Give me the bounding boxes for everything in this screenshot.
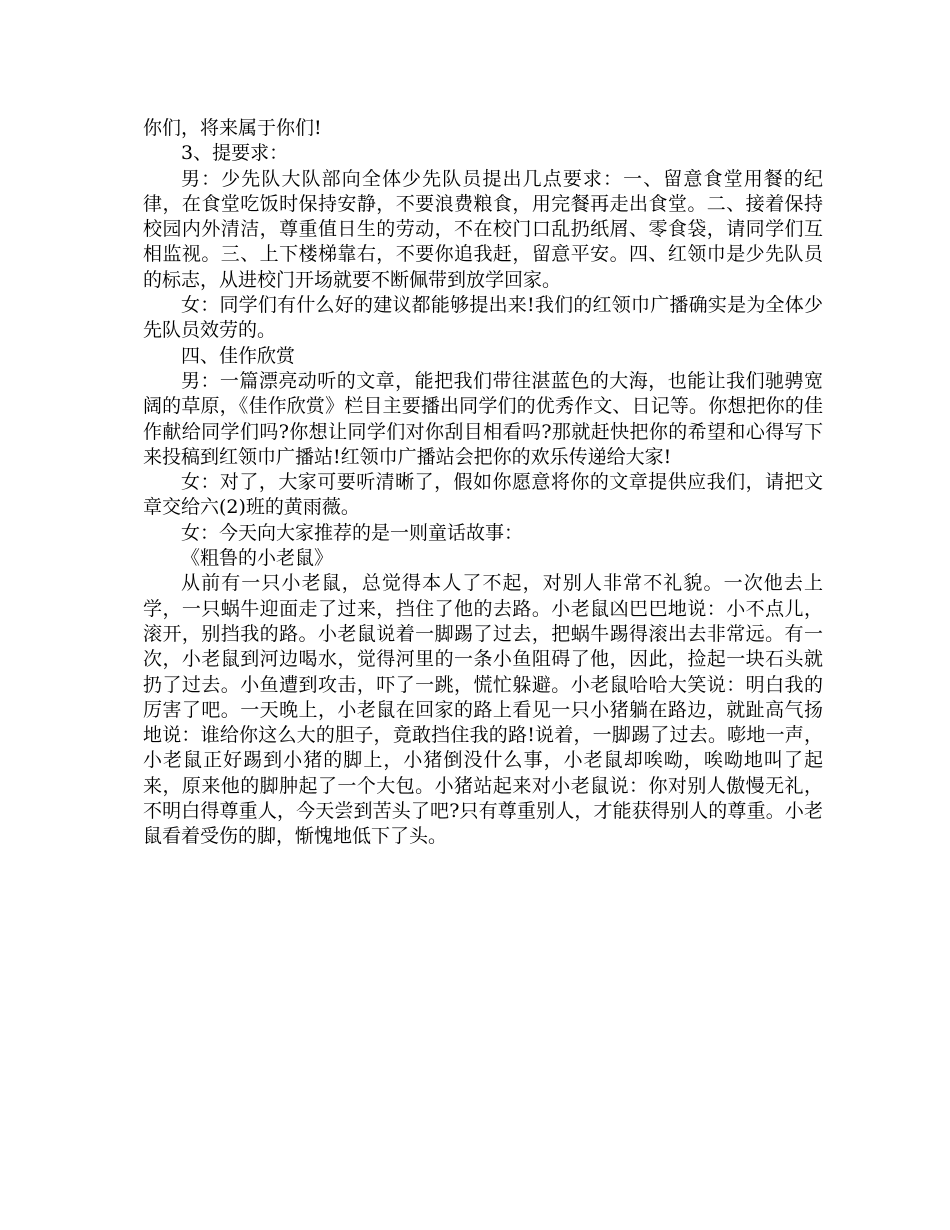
paragraph-female-submission: 女：对了，大家可要听清晰了，假如你愿意将你的文章提供应我们，请把文章交给六(2)班的黄雨薇。: [143, 471, 823, 519]
paragraph-male-appreciation: 男：一篇漂亮动听的文章，能把我们带往湛蓝色的大海，也能让我们驰骋宽阔的草原，《佳作欣赏》栏目主要播出同学们的优秀作文、日记等。你想把你的佳作献给同学们吗?你想让同学们对你刮目相看吗?那就赶快把你的希望和心得写下来投稿到红领巾广播站!红领巾广播站会把你的欢乐传递给大家!: [143, 369, 823, 468]
paragraph-female-story-intro: 女：今天向大家推荐的是一则童话故事：: [181, 521, 524, 544]
paragraph-female-suggestions: 女：同学们有什么好的建议都能够提出来!我们的红领巾广播确实是为全体少先队员效劳的。: [143, 294, 823, 342]
paragraph-story-body: 从前有一只小老鼠，总觉得本人了不起，对别人非常不礼貌。一次他去上学，一只蜗牛迎面走了过来，挡住了他的去路。小老鼠凶巴巴地说：小不点儿，滚开，别挡我的路。小老鼠说着一脚踢了过去，把蜗牛踢得滚出去非常远。有一次，小老鼠到河边喝水，觉得河里的一条小鱼阻碍了他，因此，捡起一块石头就扔了过去。小鱼遭到攻击，吓了一跳，慌忙躲避。小老鼠哈哈大笑说：明白我的厉害了吧。一天晚上，小老鼠在回家的路上看见一只小猪躺在路边，就趾高气扬地说：谁给你这么大的胆子，竟敢挡住我的路!说着，一脚踢了过去。嘭地一声，小老鼠正好踢到小猪的脚上，小猪倒没什么事，小老鼠却唉呦，唉呦地叫了起来，原来他的脚肿起了一个大包。小猪站起来对小老鼠说：你对别人傲慢无礼，不明白得尊重人，今天尝到苦头了吧?只有尊重别人，才能获得别人的尊重。小老鼠看着受伤的脚，惭愧地低下了头。: [143, 572, 823, 848]
paragraph-male-requirements: 男：少先队大队部向全体少先队员提出几点要求：一、留意食堂用餐的纪律，在食堂吃饭时保持安静，不要浪费粮食，用完餐再走出食堂。二、接着保持校园内外清洁，尊重值日生的劳动，不在校门口乱扔纸屑、零食袋，请同学们互相监视。三、上下楼梯靠右，不要你追我赶，留意平安。四、红领巾是少先队员的标志，从进校门开场就要不断佩带到放学回家。: [143, 167, 823, 291]
section-heading-requirements: 3、提要求：: [181, 142, 289, 165]
story-title: 《粗鲁的小老鼠》: [181, 547, 334, 570]
section-heading-appreciation: 四、佳作欣赏: [181, 344, 296, 367]
paragraph-continuation: 你们，将来属于你们!: [143, 117, 322, 139]
document-page: [143, 116, 823, 850]
